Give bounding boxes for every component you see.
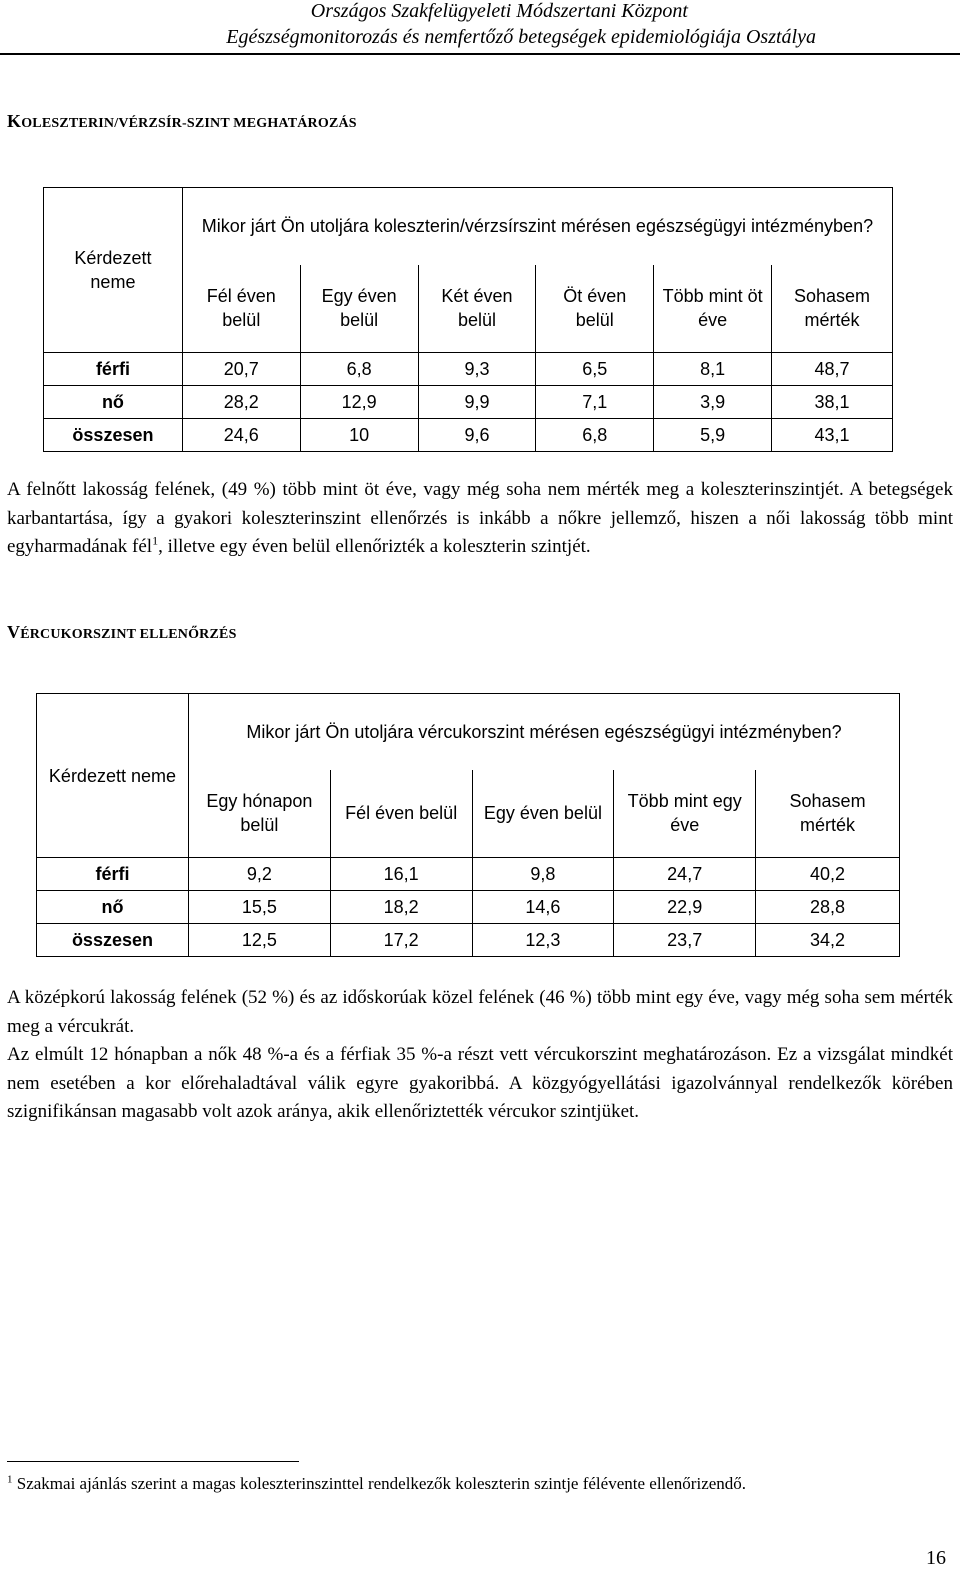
paragraph-cholesterol: A felnőtt lakosság felének, (49 %) több mint öt éve, vagy még soha nem mérték meg a koleszterinszintjét. A betegségek karbantartása, így a gyakori koleszterinszint ellenőrzés is inkább a nőkre jellemző, hiszen a női lakosság több mint egyharmadának fél$^1$, illetve egy éven belül ellenőrizték a koleszterin szintjét. — [7, 479, 953, 557]
table-cell: 15,5 — [188, 891, 330, 924]
t2-column-header: Fél éven belül — [330, 770, 472, 858]
table1-body — [44, 353, 893, 452]
header-department: Egészségmonitorozás és nemfertőző betegségek epidemiológiája Osztálya — [226, 26, 816, 48]
table-cell: 12,5 — [188, 924, 330, 957]
table-row — [37, 891, 900, 924]
table2-question: Mikor járt Ön utoljára vércukorszint mérésen egészségügyi intézményben? — [188, 694, 899, 770]
table-cell: 43,1 — [772, 419, 893, 452]
table-row — [37, 924, 900, 957]
row-label: összesen — [37, 924, 189, 957]
t1-column-header: Fél éven belül — [182, 265, 300, 353]
table-cell: 14,6 — [472, 891, 614, 924]
table-cell: 6,8 — [300, 353, 418, 386]
row-label: nő — [44, 386, 183, 419]
table-cell: 38,1 — [772, 386, 893, 419]
t1-column-header: Egy éven belül — [300, 265, 418, 353]
table-cell: 6,8 — [536, 419, 654, 452]
table-cell: 20,7 — [182, 353, 300, 386]
header-institution: Országos Szakfelügyeleti Módszertani Központ — [310, 0, 688, 22]
t1-column-header: Két éven belül — [418, 265, 536, 353]
t2-column-header: Egy hónapon belül — [188, 770, 330, 858]
paragraph-bloodsugar-2: Az elmúlt 12 hónapban a nők 48 %-a és a férfiak 35 %-a részt vett vércukorszint meghatározáson. Ez a vizsgálat mindkét nem esetében a kor előrehaladtával válik egyre gyakoribbá. A közgyógyellátási igazolvánnyal rendelkezők körében szignifikánsan magasabb volt azok aránya, akik ellenőriztették vércukor szintjüket. — [7, 1044, 953, 1122]
table-row — [44, 419, 893, 452]
header-rule — [0, 53, 960, 55]
row-label: nő — [37, 891, 189, 924]
table-cell: 8,1 — [654, 353, 772, 386]
table-cell: 16,1 — [330, 858, 472, 891]
table-cell: 3,9 — [654, 386, 772, 419]
table-cell: 48,7 — [772, 353, 893, 386]
t2-column-header: Sohasem mérték — [756, 770, 900, 858]
table-cell: 12,3 — [472, 924, 614, 957]
table-cell: 22,9 — [614, 891, 756, 924]
t1-column-header: Több mint öt éve — [654, 265, 772, 353]
table-cell: 28,8 — [756, 891, 900, 924]
table-row — [44, 353, 893, 386]
section-title-cholesterol: KOLESZTERIN/VÉRZSÍR-SZINT MEGHATÁROZÁS — [7, 111, 357, 131]
table-cell: 34,2 — [756, 924, 900, 957]
row-label: összesen — [44, 419, 183, 452]
table-cell: 6,5 — [536, 353, 654, 386]
table-cell: 9,9 — [418, 386, 536, 419]
table-cell: 12,9 — [300, 386, 418, 419]
table1-corner-header: Kérdezett neme — [44, 188, 183, 353]
table-row — [44, 386, 893, 419]
paragraph-bloodsugar-1: A középkorú lakosság felének (52 %) és az időskorúak közel felének (46 %) több mint egy éve, vagy még soha sem mérték meg a vércukrát. — [7, 987, 953, 1037]
table2-corner-header: Kérdezett neme — [37, 694, 189, 858]
bloodsugar-table — [36, 693, 900, 957]
table-cell: 7,1 — [536, 386, 654, 419]
row-label: férfi — [44, 353, 183, 386]
t1-column-header: Öt éven belül — [536, 265, 654, 353]
table-cell: 9,8 — [472, 858, 614, 891]
table-cell: 5,9 — [654, 419, 772, 452]
table-cell: 17,2 — [330, 924, 472, 957]
footnote-rule — [7, 1461, 299, 1462]
page-number: 16 — [926, 1547, 946, 1569]
t2-column-header: Egy éven belül — [472, 770, 614, 858]
table-cell: 24,7 — [614, 858, 756, 891]
footnote: $^1$ Szakmai ajánlás szerint a magas koleszterinszinttel rendelkezők koleszterin szintje félévente ellenőrizendő. — [7, 1473, 747, 1493]
section-title-bloodsugar: VÉRCUKORSZINT ELLENŐRZÉS — [7, 622, 237, 642]
table-cell: 9,6 — [418, 419, 536, 452]
table-cell: 9,2 — [188, 858, 330, 891]
table1-question: Mikor járt Ön utoljára koleszterin/vérzsírszint mérésen egészségügyi intézményben? — [182, 188, 892, 265]
table-cell: 24,6 — [182, 419, 300, 452]
table-cell: 28,2 — [182, 386, 300, 419]
cholesterol-table — [43, 187, 893, 452]
table-cell: 10 — [300, 419, 418, 452]
table-cell: 40,2 — [756, 858, 900, 891]
table-cell: 18,2 — [330, 891, 472, 924]
table-cell: 9,3 — [418, 353, 536, 386]
table-row — [37, 858, 900, 891]
t1-column-header: Sohasem mérték — [772, 265, 893, 353]
table-cell: 23,7 — [614, 924, 756, 957]
footnote-ref: 1 — [152, 533, 159, 548]
t2-column-header: Több mint egy éve — [614, 770, 756, 858]
table2-body — [37, 858, 900, 957]
row-label: férfi — [37, 858, 189, 891]
